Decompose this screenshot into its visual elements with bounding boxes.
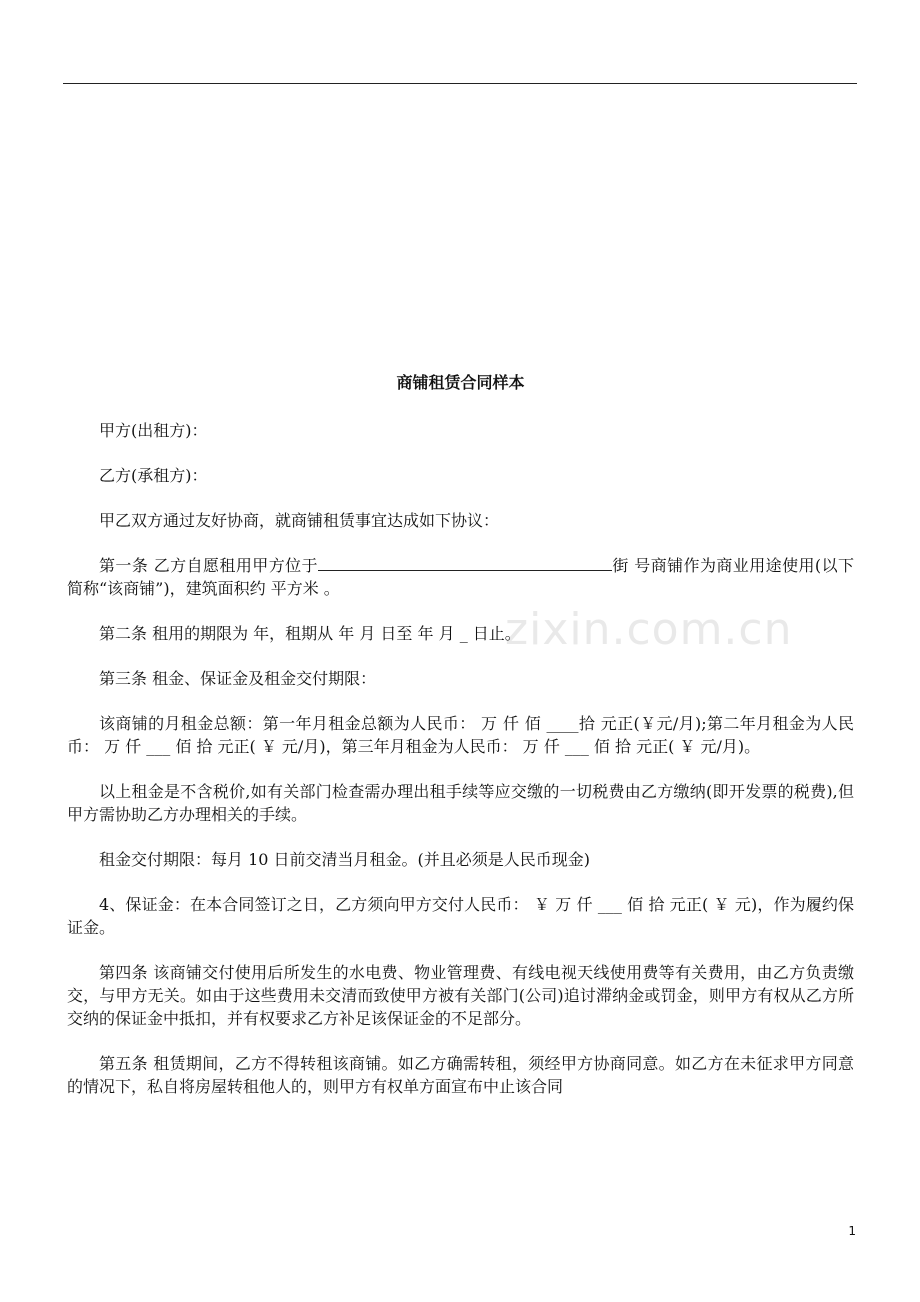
intro-paragraph: 甲乙双方通过友好协商，就商铺租赁事宜达成如下协议：: [99, 511, 500, 530]
payment-deadline: 租金交付期限：每月 10 日前交清当月租金。(并且必须是人民币现金): [99, 850, 591, 869]
article-4: 第四条 该商铺交付使用后所发生的水电费、物业管理费、有线电视天线使用费等有关费用，由乙方负责缴交，与甲方无关。如由于这些费用未交清而致使甲方被有关部门(公司)追讨滞纳金或罚金，则甲方有权从乙方所交纳的保证金中抵扣，并有权要求乙方补足该保证金的不足部分。: [67, 963, 854, 1028]
deposit-clause: 4、保证金：在本合同签订之日，乙方须向甲方交付人民币： ￥ 万 仟 ___ 佰 拾 元正( ￥ 元)，作为履约保证金。: [67, 895, 854, 937]
address-blank: [318, 554, 612, 571]
article-5: 第五条 租赁期间，乙方不得转租该商铺。如乙方确需转租，须经甲方协商同意。如乙方在未征求甲方同意的情况下，私自将房屋转租他人的，则甲方有权单方面宣布中止该合同: [67, 1054, 854, 1096]
article-1: [67, 554, 854, 600]
document-title: 商铺租赁合同样本: [396, 373, 525, 392]
document-body: [67, 370, 854, 1120]
header-rule: [63, 83, 857, 84]
article-1-part-b: 街 号商铺作为商业用途使用(以下简称“该商铺”)，建筑面积约 平方米 。: [67, 556, 854, 598]
watermark: zixin.com.cn: [505, 604, 793, 655]
article-2: 第二条 租用的期限为 年，租期从 年 月 日至 年 月 _ 日止。: [99, 624, 521, 643]
page-number: 1: [848, 1224, 856, 1238]
party-b-line: 乙方(承租方)：: [99, 466, 208, 485]
rent-amounts: 该商铺的月租金总额：第一年月租金总额为人民币： 万 仟 佰 ____拾 元正(￥元/月);第二年月租金为人民币： 万 仟 ___ 佰 拾 元正( ￥ 元/月)，第三年月租金为人民币： 万 仟 ___ 佰 拾 元正( ￥ 元/月)。: [67, 714, 854, 756]
tax-clause: 以上租金是不含税价,如有关部门检查需办理出租手续等应交缴的一切税费由乙方缴纳(即开发票的税费),但甲方需协助乙方办理相关的手续。: [67, 782, 854, 824]
party-a-line: 甲方(出租方)：: [99, 421, 208, 440]
article-3: 第三条 租金、保证金及租金交付期限：: [99, 669, 377, 688]
article-1-part-a: 第一条 乙方自愿租用甲方位于: [99, 556, 318, 575]
